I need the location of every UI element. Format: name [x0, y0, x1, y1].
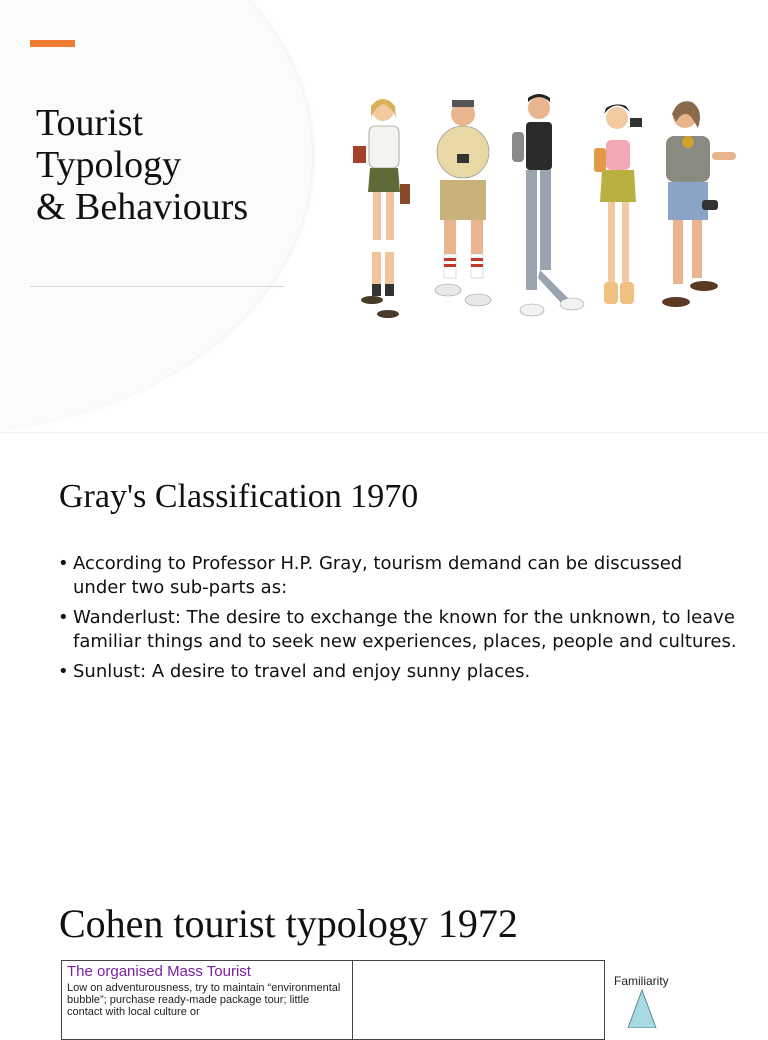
familiarity-triangle-icon	[620, 988, 664, 1028]
tourist-figure-3	[512, 94, 584, 316]
cohen-typology-heading: Cohen tourist typology 1972	[59, 901, 518, 946]
table-cell-type	[62, 961, 353, 1039]
cohen-typology-table	[61, 960, 605, 1040]
title-line-2: Typology	[36, 144, 182, 186]
title-line-3: & Behaviours	[36, 186, 249, 228]
tourist-figure-1	[353, 99, 410, 318]
title-slide	[0, 0, 768, 432]
bullet-item: • According to Professor H.P. Gray, tourism demand can be discussed under two sub-parts as:	[58, 552, 738, 600]
tourist-figure-4	[594, 104, 642, 304]
slide-title	[36, 102, 296, 228]
slide-separator	[0, 432, 768, 433]
title-line-1: Tourist	[36, 102, 144, 144]
accent-bar	[30, 40, 75, 47]
bullet-item: • Wanderlust: The desire to exchange the known for the unknown, to leave familiar things and to seek new experiences, places, people and cultures.	[58, 606, 738, 654]
familiarity-label: Familiarity	[614, 974, 669, 988]
tourists-illustration	[336, 92, 756, 337]
tourist-type-description: Low on adventurousness, try to maintain “environmental bubble”; purchase ready-made package tour; little contact with local culture or	[67, 982, 341, 1018]
tourist-figure-2	[435, 100, 491, 306]
title-divider	[30, 286, 284, 287]
gray-classification-heading: Gray's Classification 1970	[59, 478, 419, 515]
tourist-figure-5	[662, 101, 736, 307]
gray-classification-bullets	[58, 552, 738, 690]
tourist-type-label: The organised Mass Tourist	[67, 963, 251, 980]
bullet-item: • Sunlust: A desire to travel and enjoy sunny places.	[58, 660, 738, 684]
